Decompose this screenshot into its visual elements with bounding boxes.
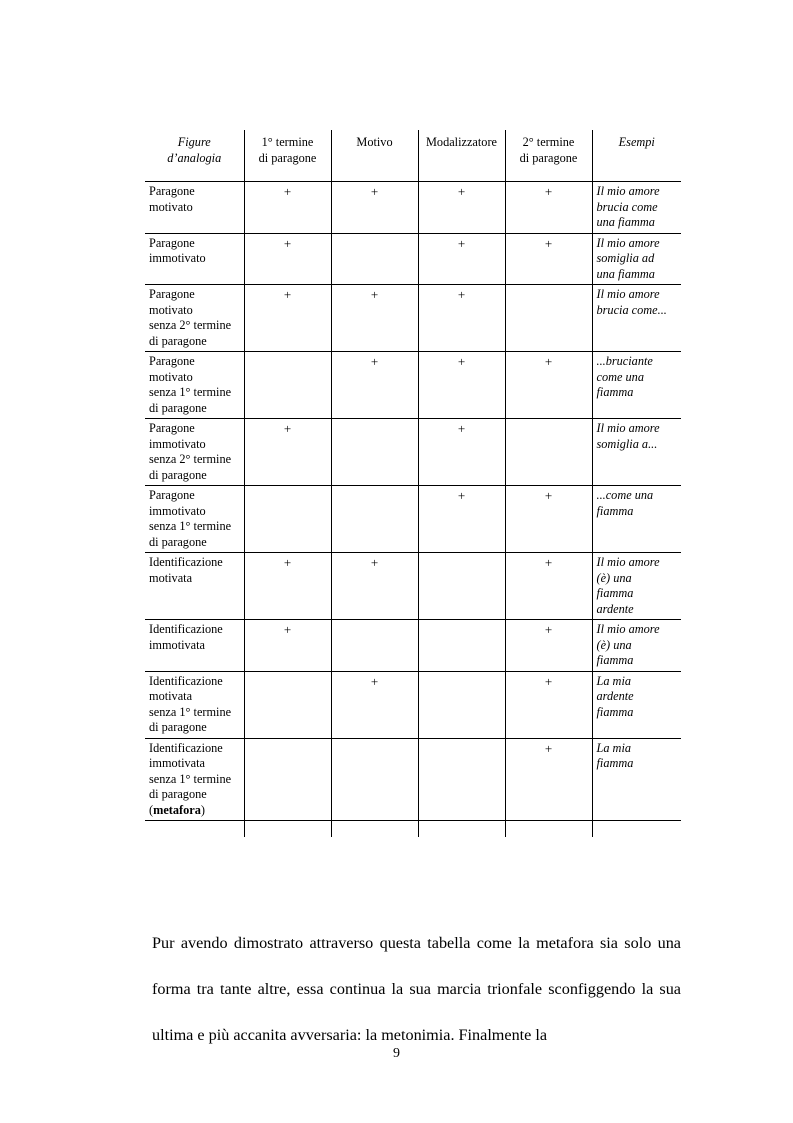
example-cell	[592, 671, 681, 738]
figure-name-cell	[145, 182, 244, 234]
mark-cell-plus: +	[244, 419, 331, 486]
table-row	[145, 671, 681, 738]
figure-name-line: motivata	[149, 570, 193, 585]
header-text: Esempi	[618, 135, 655, 149]
mark-cell-empty	[505, 285, 592, 352]
mark-cell-plus: +	[505, 671, 592, 738]
header-figure	[145, 130, 244, 182]
header-text: 1° termine	[261, 135, 314, 149]
example-line: ardente	[596, 601, 634, 616]
figure-name-cell	[145, 553, 244, 620]
figure-name-line: di paragone	[149, 333, 207, 348]
mark-cell-empty	[418, 738, 505, 821]
example-cell	[592, 486, 681, 553]
mark-cell-empty	[331, 486, 418, 553]
mark-cell-plus: +	[244, 620, 331, 672]
figure-name-line: motivata	[149, 689, 193, 703]
page-number: 9	[393, 1046, 400, 1061]
mark-cell-plus: +	[418, 285, 505, 352]
example-line: fiamma	[596, 503, 634, 518]
table-header-row	[145, 130, 681, 182]
mark-cell-plus: +	[505, 738, 592, 821]
example-cell	[592, 233, 681, 285]
example-cell	[592, 285, 681, 352]
example-line: una fiamma	[596, 266, 655, 281]
figure-name-line: Identificazione	[149, 673, 223, 688]
header-motive	[331, 130, 418, 182]
example-line: ardente	[596, 689, 634, 703]
header-first-term	[244, 130, 331, 182]
mark-cell-empty	[331, 620, 418, 672]
example-line: come una	[596, 369, 644, 384]
example-line: fiamma	[596, 653, 634, 667]
mark-cell-plus: +	[418, 486, 505, 553]
figure-name-line: Paragone	[149, 184, 195, 198]
example-line: Il mio amore	[596, 235, 660, 250]
example-line: Il mio amore	[596, 421, 660, 435]
mark-cell-plus: +	[331, 671, 418, 738]
tail-cell	[418, 821, 505, 838]
header-text: d’analogia	[167, 150, 222, 165]
table-tail-row	[145, 821, 681, 838]
table-row	[145, 486, 681, 553]
mark-cell-plus: +	[331, 352, 418, 419]
mark-cell-empty	[244, 486, 331, 553]
example-line: fiamma	[596, 756, 634, 770]
mark-cell-plus: +	[505, 182, 592, 234]
table-row	[145, 419, 681, 486]
figure-name-bold: (metafora)	[149, 802, 206, 817]
table-body	[145, 182, 681, 838]
example-line: Il mio amore	[596, 555, 660, 569]
header-text: Modalizzatore	[425, 135, 497, 149]
mark-cell-empty	[244, 671, 331, 738]
example-line: brucia come...	[596, 302, 667, 317]
figure-name-line: Identificazione	[149, 740, 223, 755]
table-row	[145, 182, 681, 234]
example-line: Il mio amore	[596, 184, 660, 198]
figure-name-line: senza 1° termine	[149, 385, 232, 399]
tail-cell	[505, 821, 592, 838]
figure-name-line: senza 1° termine	[149, 771, 232, 786]
analogy-figures-table	[145, 130, 681, 837]
mark-cell-plus: +	[331, 285, 418, 352]
figure-name-cell	[145, 419, 244, 486]
figure-name-line: di paragone	[149, 467, 207, 482]
example-line: ...bruciante	[596, 354, 653, 368]
figure-name-cell	[145, 285, 244, 352]
mark-cell-plus: +	[244, 553, 331, 620]
figure-name-line: motivato	[149, 302, 193, 317]
example-cell	[592, 182, 681, 234]
mark-cell-plus: +	[418, 182, 505, 234]
example-line: una fiamma	[596, 215, 655, 229]
example-line: La mia	[596, 740, 632, 755]
figure-name-line: Paragone	[149, 488, 195, 502]
example-line: ...come una	[596, 488, 654, 502]
mark-cell-empty	[331, 738, 418, 821]
mark-cell-empty	[418, 620, 505, 672]
figure-name-cell	[145, 671, 244, 738]
example-cell	[592, 419, 681, 486]
mark-cell-empty	[418, 671, 505, 738]
figure-name-line: senza 1° termine	[149, 704, 232, 719]
figure-name-line: senza 2° termine	[149, 452, 232, 466]
figure-name-line: immotivato	[149, 503, 206, 518]
table-row	[145, 233, 681, 285]
example-line: Il mio amore	[596, 287, 660, 301]
mark-cell-plus: +	[418, 352, 505, 419]
figure-name-cell	[145, 738, 244, 821]
mark-cell-empty	[331, 419, 418, 486]
figure-name-line: Identificazione	[149, 555, 223, 569]
figure-name-line: di paragone	[149, 787, 207, 801]
example-line: somiglia ad	[596, 251, 655, 265]
header-modalizer	[418, 130, 505, 182]
mark-cell-empty	[418, 553, 505, 620]
mark-cell-plus: +	[244, 182, 331, 234]
example-line: La mia	[596, 673, 632, 688]
example-cell	[592, 620, 681, 672]
figure-name-cell	[145, 352, 244, 419]
figure-name-line: immotivata	[149, 756, 206, 770]
example-cell	[592, 352, 681, 419]
mark-cell-empty	[244, 738, 331, 821]
figure-name-line: Paragone	[149, 421, 195, 435]
mark-cell-plus: +	[418, 419, 505, 486]
example-line: (è) una	[596, 637, 632, 652]
header-text: Figure	[177, 135, 211, 149]
table-row	[145, 352, 681, 419]
tail-cell	[145, 821, 244, 838]
example-cell	[592, 738, 681, 821]
figure-name-cell	[145, 620, 244, 672]
mark-cell-plus: +	[331, 553, 418, 620]
figure-name-line: di paragone	[149, 534, 207, 549]
header-text: di paragone	[519, 150, 578, 165]
mark-cell-empty	[244, 352, 331, 419]
example-line: Il mio amore	[596, 622, 660, 636]
figure-name-line: motivato	[149, 199, 193, 214]
tail-cell	[244, 821, 331, 838]
figure-name-line: di paragone	[149, 400, 207, 415]
figure-name-line: senza 2° termine	[149, 318, 232, 332]
header-examples	[592, 130, 681, 182]
table-row	[145, 620, 681, 672]
header-text: di paragone	[258, 150, 317, 165]
mark-cell-plus: +	[331, 182, 418, 234]
mark-cell-plus: +	[244, 285, 331, 352]
mark-cell-empty	[331, 233, 418, 285]
figure-name-line: immotivato	[149, 251, 206, 265]
header-second-term	[505, 130, 592, 182]
table-row	[145, 738, 681, 821]
example-line: somiglia a...	[596, 436, 658, 451]
body-paragraph: Pur avendo dimostrato attraverso questa tabella come la metafora sia solo una forma tra tante altre, essa continua la sua marcia trionfale sconfiggendo la sua ultima e più accanita avversaria: la metonimia. Finalmente la	[152, 934, 681, 1045]
mark-cell-plus: +	[505, 553, 592, 620]
mark-cell-plus: +	[505, 620, 592, 672]
figure-name-line: Paragone	[149, 235, 195, 250]
figure-name-line: motivato	[149, 369, 193, 384]
example-line: brucia come	[596, 199, 658, 214]
example-line: fiamma	[596, 586, 634, 600]
mark-cell-plus: +	[505, 486, 592, 553]
figure-name-line: immotivato	[149, 436, 206, 451]
tail-cell	[592, 821, 681, 838]
example-line: (è) una	[596, 570, 632, 585]
figure-name-line: immotivata	[149, 637, 206, 652]
figure-name-line: di paragone	[149, 720, 207, 734]
figure-name-line: senza 1° termine	[149, 519, 232, 533]
figure-name-cell	[145, 486, 244, 553]
header-text: Motivo	[356, 135, 393, 149]
mark-cell-plus: +	[418, 233, 505, 285]
example-line: fiamma	[596, 385, 634, 399]
figure-name-line: Paragone	[149, 354, 195, 368]
example-line: fiamma	[596, 704, 634, 719]
mark-cell-plus: +	[505, 233, 592, 285]
table-row	[145, 285, 681, 352]
example-cell	[592, 553, 681, 620]
figure-name-line: Paragone	[149, 287, 195, 301]
mark-cell-empty	[505, 419, 592, 486]
mark-cell-plus: +	[505, 352, 592, 419]
figure-name-line: Identificazione	[149, 622, 223, 636]
tail-cell	[331, 821, 418, 838]
header-text: 2° termine	[522, 135, 575, 149]
mark-cell-plus: +	[244, 233, 331, 285]
figure-name-cell	[145, 233, 244, 285]
table-row	[145, 553, 681, 620]
